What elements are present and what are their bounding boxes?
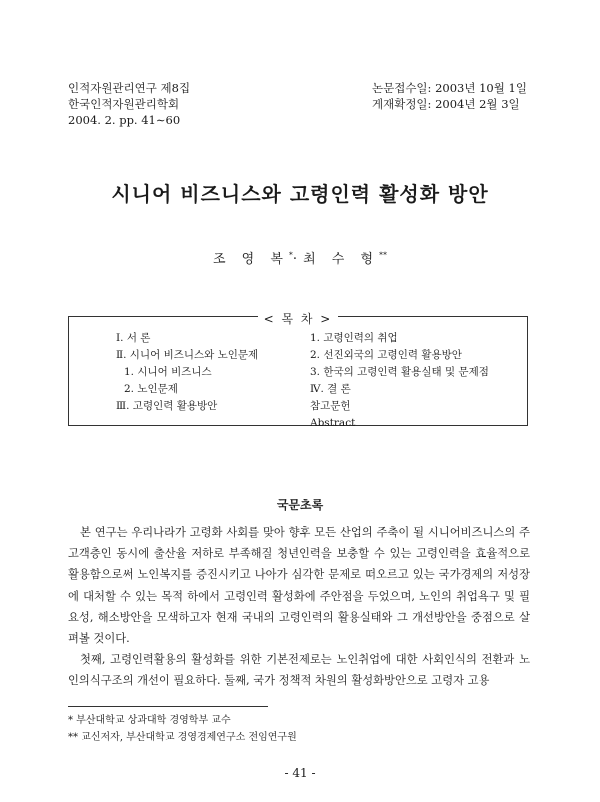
- toc-item: Ⅳ. 결 론: [310, 383, 351, 395]
- footnotes: [68, 712, 297, 746]
- footnote-2: ** 교신저자, 부산대학교 경영경제연구소 전임연구원: [68, 732, 297, 743]
- author-separator: ·: [292, 252, 304, 267]
- abstract-paragraph-2: 첫째, 고령인력활용의 활성화를 위한 기본전제로는 노인취업에 대한 사회인식의 전환과 노인의식구조의 개선이 필요하다. 둘째, 국가 정책적 차원의 활성화방안으로 고령자 고용: [68, 653, 530, 688]
- accepted-row: [372, 96, 527, 112]
- received-row: [372, 80, 527, 96]
- author-line: [0, 248, 600, 267]
- author-2: 최 수 형: [303, 252, 380, 267]
- footnote-1: * 부산대학교 상과대학 경영학부 교수: [68, 715, 231, 726]
- toc-item: 2. 노인문제: [124, 383, 178, 395]
- abstract-heading: 국문초록: [276, 498, 324, 512]
- received-date: 2003년 10월 1일: [435, 81, 527, 95]
- toc-item: 1. 고령인력의 취업: [310, 332, 398, 344]
- toc-item: 참고문헌: [310, 400, 351, 412]
- journal-name: 인적자원관리연구 제8집: [68, 81, 191, 95]
- toc-item: 3. 한국의 고령인력 활용실태 및 문제점: [310, 366, 489, 378]
- toc-item: 1. 시니어 비즈니스: [124, 366, 212, 378]
- toc-item: Abstract: [310, 417, 356, 429]
- author-1-mark: *: [288, 250, 293, 260]
- toc-left-column: [116, 330, 258, 415]
- accepted-date: 2004년 2월 3일: [435, 97, 520, 111]
- toc-right-column: [310, 330, 489, 432]
- toc-item: Ⅱ. 시니어 비즈니스와 노인문제: [116, 349, 259, 361]
- toc-item: 2. 선진외국의 고령인력 활용방안: [310, 349, 462, 361]
- abstract-paragraph-1: 본 연구는 우리나라가 고령화 사회를 맞아 향후 모든 산업의 주축이 될 시니어비즈니스의 주 고객층인 동시에 출산율 저하로 부족해질 청년인력을 보충할 수 있는 고령인력을 효율적으로 활용함으로써 노인복지를 증진시키고 나아가 심각한 문제로 떠오르고 있는 국가경제의 저성장에 대처할 수 있는 목적 하에서 고령인력 활성화에 주안점을 두었으며, 노인의 취업욕구 및 필요성, 해소방안을 모색하고자 현재 국내의 고령인력의 활용실태와 그 개선방안을 중점으로 살펴볼 것이다.: [68, 526, 530, 646]
- submission-dates: [372, 80, 527, 112]
- footnote-divider: [68, 706, 268, 707]
- issue-pages: 2004. 2. pp. 41∼60: [68, 113, 181, 127]
- toc-heading: < 목 차 >: [258, 310, 338, 327]
- author-1: 조 영 복: [212, 252, 289, 267]
- paper-title: 시니어 비즈니스와 고령인력 활성화 방안: [111, 182, 489, 206]
- society-name: 한국인적자원관리학회: [68, 97, 180, 111]
- received-label: 논문접수일:: [372, 81, 432, 95]
- toc-item: Ⅰ. 서 론: [116, 332, 151, 344]
- accepted-label: 게재확정일:: [372, 97, 432, 111]
- author-2-mark: **: [379, 250, 388, 260]
- toc-item: Ⅲ. 고령인력 활용방안: [116, 400, 218, 412]
- journal-info: [68, 80, 190, 128]
- page-number: - 41 -: [284, 766, 316, 780]
- abstract-body: [68, 522, 530, 692]
